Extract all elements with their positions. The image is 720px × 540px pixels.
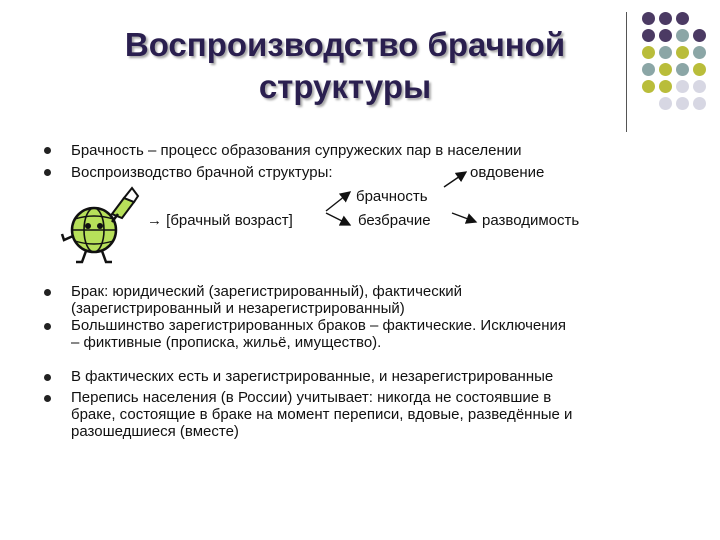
bullet-text: В фактических есть и зарегистрированные, и незарегистрированные <box>71 368 554 385</box>
title-line-2: структуры <box>258 68 432 105</box>
arrow-to-divorce <box>452 213 476 222</box>
bullet-marker <box>44 323 51 330</box>
bullet-text: Перепись населения (в России) учитывает: никогда не состоявшие в <box>71 389 552 406</box>
arrow-to-unmarried <box>326 213 350 225</box>
title-line-1: Воспроизводство брачной <box>124 26 566 63</box>
node-marriage: брачность <box>356 188 428 205</box>
bullet-marker <box>44 289 51 296</box>
bullet-marker <box>44 374 51 381</box>
bullet-text: Большинство зарегистрированных браков – фактические. Исключения <box>71 317 567 334</box>
node-divorce: разводимость <box>482 212 580 229</box>
node-unmarried: безбрачие <box>358 212 431 229</box>
bullet-text: браке, состоящие в браке на момент переписи, вдовые, разведённые и <box>71 406 573 423</box>
bullet-text: – фиктивные (прописка, жильё, имущество). <box>71 334 382 351</box>
bullet-text: Воспроизводство брачной структуры: <box>71 164 333 181</box>
bullet-text: (зарегистрированный и незарегистрированный) <box>71 300 405 317</box>
bullet-text: Брачность – процесс образования супружеских пар в населении <box>71 142 522 159</box>
arrow-to-widowhood <box>444 172 466 187</box>
arrow-to-marriage <box>326 192 350 211</box>
globe-character-icon <box>62 188 138 262</box>
bullet-text: разошедшиеся (вместе) <box>71 423 239 440</box>
bullet-text: Брак: юридический (зарегистрированный), фактический <box>71 283 463 300</box>
node-marriage-age: → [брачный возраст] <box>147 212 293 229</box>
bullet-marker <box>44 395 51 402</box>
node-widowhood: овдовение <box>470 164 545 181</box>
